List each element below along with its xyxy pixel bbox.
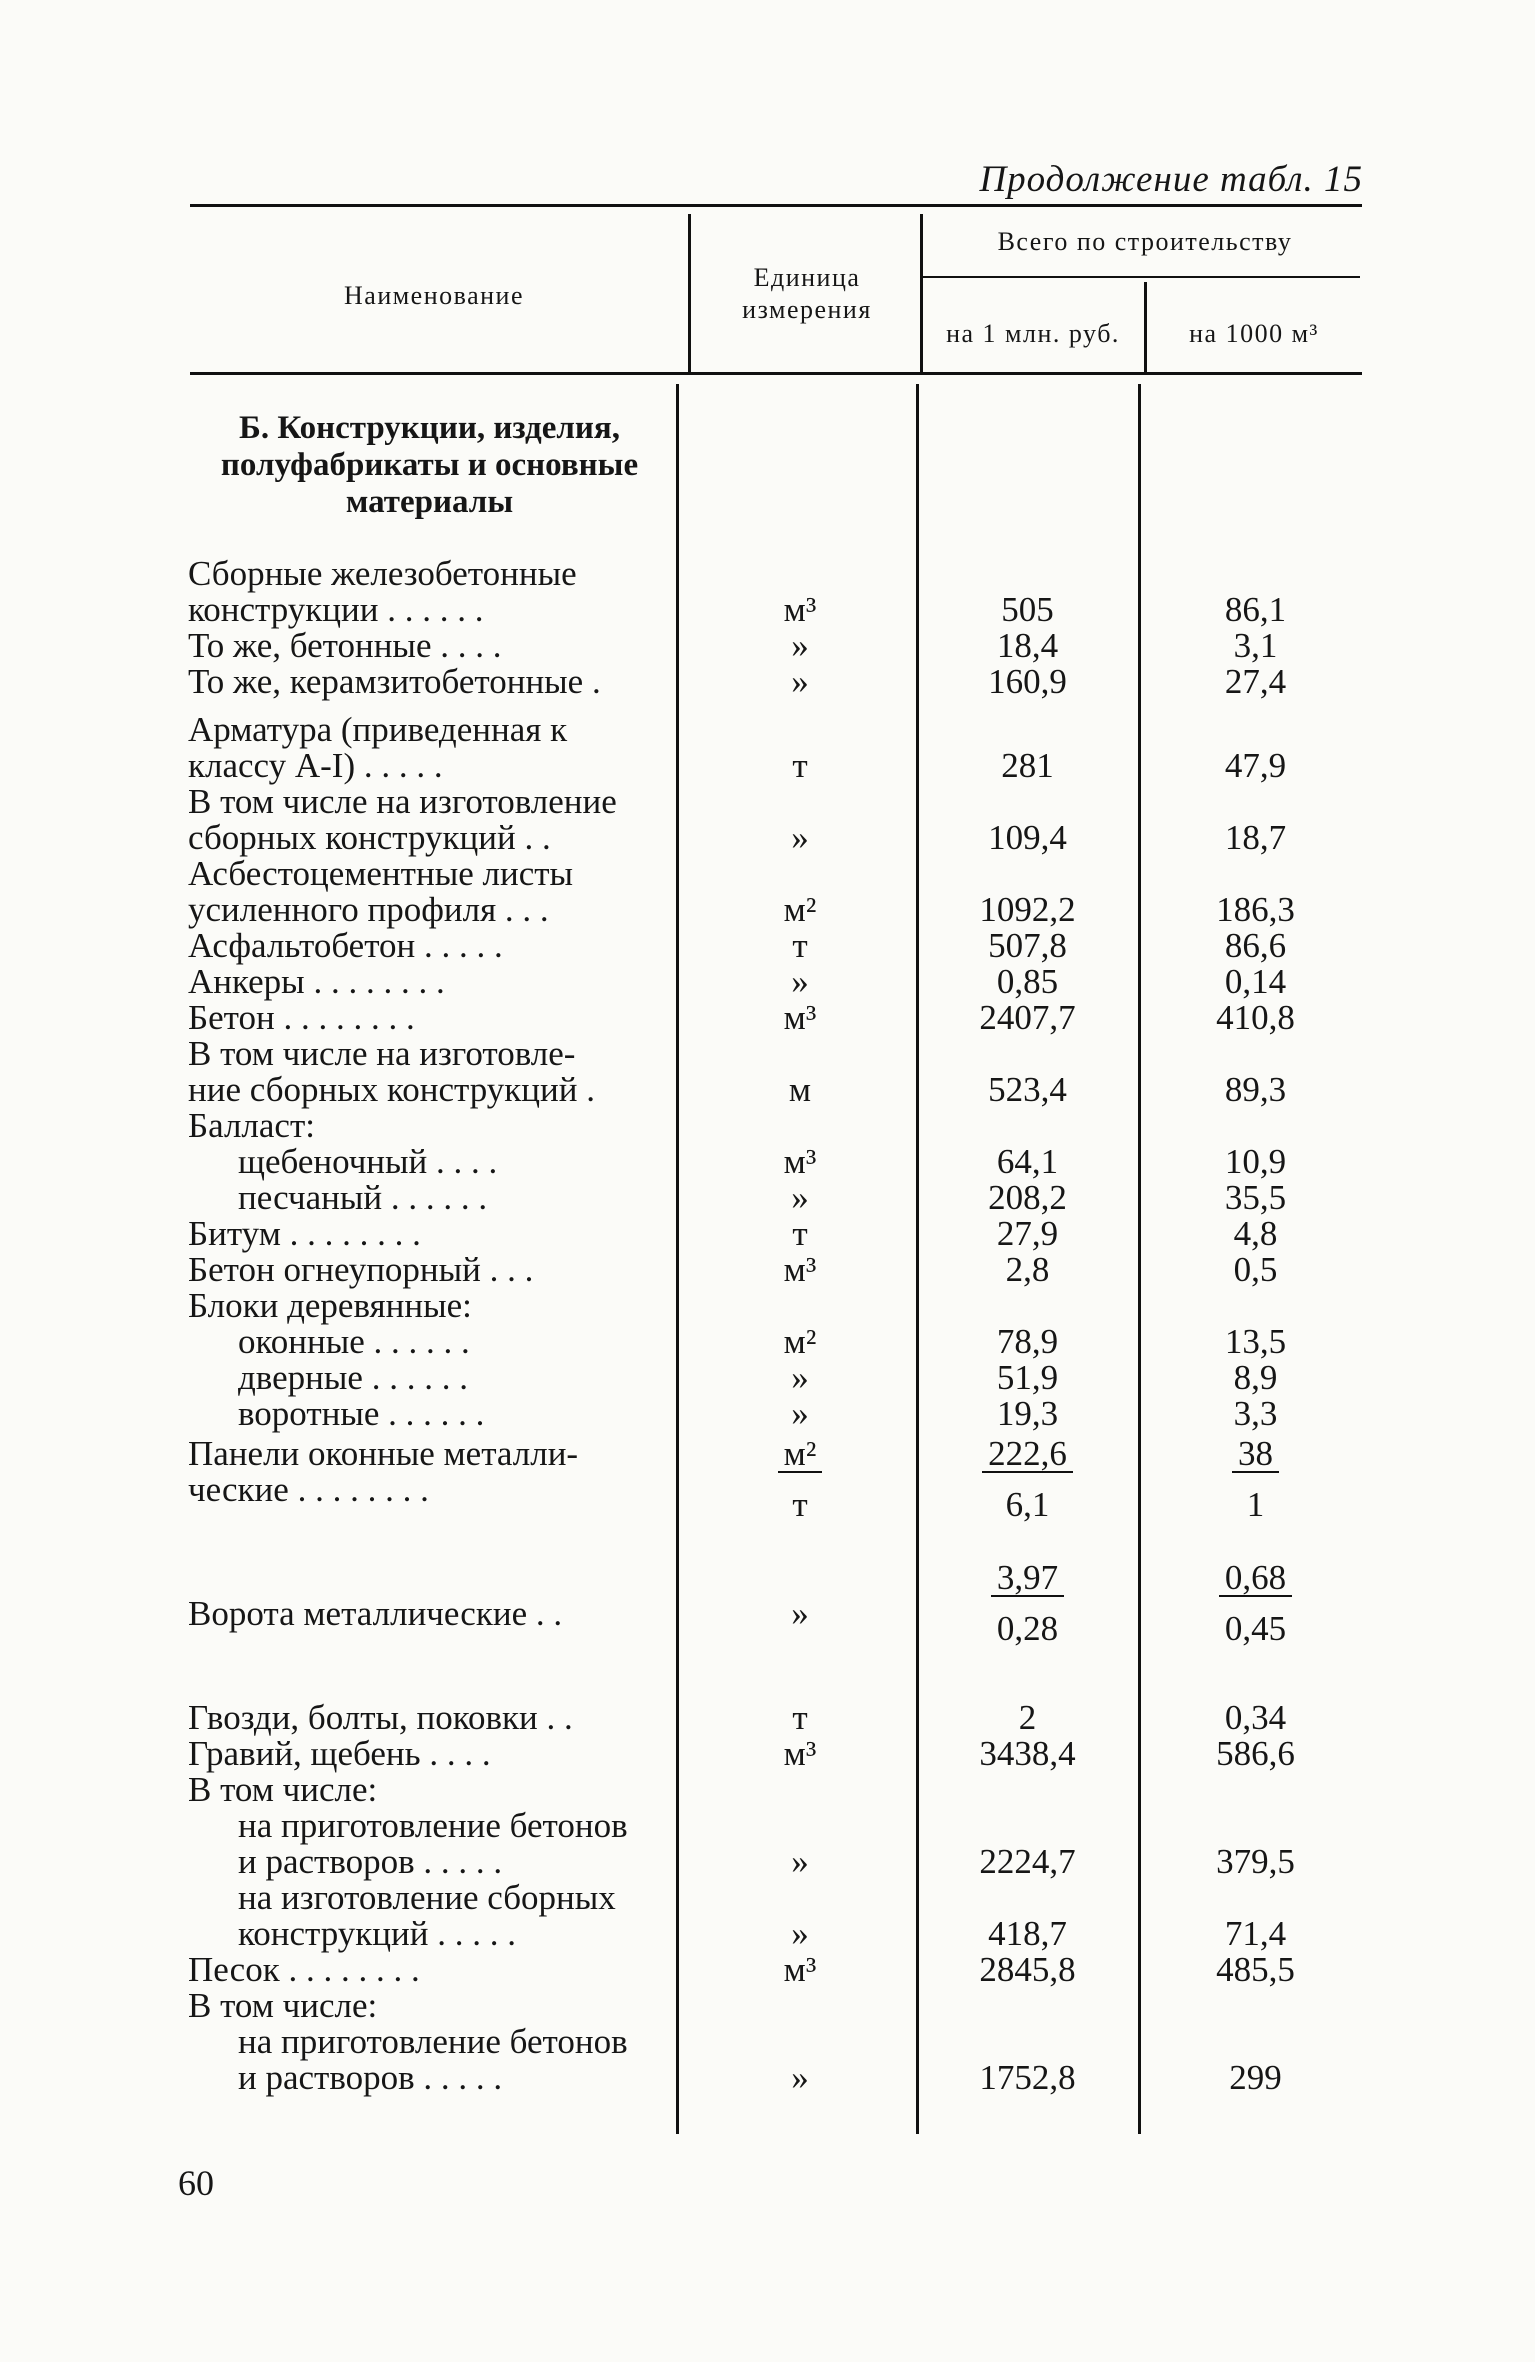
row-name: Гравий, щебень . . . . — [188, 1734, 491, 1773]
row-value-per-1000: 485,5 — [1216, 1950, 1295, 1989]
row-name: Битум . . . . . . . . — [188, 1214, 421, 1253]
row-unit: м² — [783, 1322, 817, 1361]
row-unit: » — [791, 626, 809, 665]
row-name: Панели оконные металли- — [188, 1434, 579, 1473]
table-top-rule — [190, 204, 1362, 207]
row-value-per-1000: 27,4 — [1224, 662, 1287, 701]
header-total: Всего по строительству — [997, 227, 1293, 256]
row-value-per-mln: 505 — [1001, 590, 1054, 629]
row-value-per-1000: 0,34 — [1224, 1698, 1287, 1737]
row-name: То же, бетонные . . . . — [188, 626, 502, 665]
row-name: усиленного профиля . . . — [188, 890, 549, 929]
row-unit: » — [791, 1594, 809, 1633]
row-value-per-1000: 186,3 — [1216, 890, 1295, 929]
row-value-per-mln: 27,9 — [996, 1214, 1059, 1253]
row-unit: т — [792, 746, 808, 785]
row-value-per-1000: 3,1 — [1233, 626, 1278, 665]
row-name: ние сборных конструкций . — [188, 1070, 595, 1109]
row-unit: » — [791, 1178, 809, 1217]
row-unit: м³ — [783, 1142, 817, 1181]
row-value-per-mln: 2,8 — [1005, 1250, 1050, 1289]
body-divider-1 — [676, 384, 679, 2134]
row-value-per-1000: 3,3 — [1233, 1394, 1278, 1433]
row-name: оконные . . . . . . — [238, 1322, 470, 1361]
row-value-per-mln: 0,85 — [996, 962, 1059, 1001]
row-unit: м³ — [783, 998, 817, 1037]
panels-per-1000: $\frac{38}{1}$ — [1148, 1436, 1363, 1522]
row-name: В том числе на изготовле- — [188, 1034, 576, 1073]
row-unit: » — [791, 1842, 809, 1881]
row-name: классу А-I) . . . . . — [188, 746, 443, 785]
row-value-per-mln: 2224,7 — [979, 1842, 1076, 1881]
row-name: Блоки деревянные: — [188, 1286, 472, 1325]
row-name: на изготовление сборных — [238, 1878, 616, 1917]
body-divider-3 — [1138, 384, 1141, 2134]
row-value-per-mln: 2845,8 — [979, 1950, 1076, 1989]
row-unit: м³ — [783, 590, 817, 629]
row-unit: т — [792, 1698, 808, 1737]
row-name: Арматура (приведенная к — [188, 710, 568, 749]
row-value-per-mln: 78,9 — [996, 1322, 1059, 1361]
row-unit: » — [791, 662, 809, 701]
row-value-per-1000: 71,4 — [1224, 1914, 1287, 1953]
row-unit: » — [791, 1394, 809, 1433]
row-unit: » — [791, 2058, 809, 2097]
row-unit: м³ — [783, 1950, 817, 1989]
row-unit: м³ — [783, 1734, 817, 1773]
row-name: воротные . . . . . . — [238, 1394, 485, 1433]
row-name: Песок . . . . . . . . — [188, 1950, 420, 1989]
header-name: Наименование — [344, 281, 524, 310]
section-title: Б. Конструкции, изделия, полуфабрикаты и основные материалы — [220, 410, 639, 520]
row-name: дверные . . . . . . — [238, 1358, 468, 1397]
header-bottom-rule — [190, 372, 1362, 375]
row-value-per-mln: 281 — [1001, 746, 1054, 785]
row-value-per-1000: 35,5 — [1224, 1178, 1287, 1217]
header-per-1000: на 1000 м³ — [1189, 319, 1319, 348]
row-value-per-mln: 2 — [1018, 1698, 1037, 1737]
row-name: сборных конструкций . . — [188, 818, 551, 857]
row-value-per-mln: 64,1 — [996, 1142, 1059, 1181]
row-name: ческие . . . . . . . . — [188, 1470, 429, 1509]
row-unit: м³ — [783, 1250, 817, 1289]
row-unit: м — [788, 1070, 812, 1109]
row-value-per-1000: 86,6 — [1224, 926, 1287, 965]
gates-per-mln: $\frac{3,97}{0,28}$ — [920, 1560, 1135, 1646]
total-subrule — [922, 276, 1360, 278]
header-unit: Единица измерения — [742, 263, 872, 324]
row-value-per-1000: 0,14 — [1224, 962, 1287, 1001]
row-name: Гвозди, болты, поковки . . — [188, 1698, 573, 1737]
row-name: на приготовление бетонов — [238, 2022, 628, 2061]
row-value-per-1000: 13,5 — [1224, 1322, 1287, 1361]
row-value-per-mln: 507,8 — [988, 926, 1067, 965]
header-per-mln: на 1 млн. руб. — [946, 319, 1120, 348]
row-name: В том числе: — [188, 1986, 378, 2025]
column-divider-1 — [688, 214, 691, 372]
row-value-per-1000: 379,5 — [1216, 1842, 1295, 1881]
row-name: Бетон огнеупорный . . . — [188, 1250, 534, 1289]
row-value-per-mln: 19,3 — [996, 1394, 1059, 1433]
row-unit: т — [792, 1214, 808, 1253]
row-value-per-mln: 18,4 — [996, 626, 1059, 665]
row-unit: » — [791, 818, 809, 857]
row-value-per-1000: 0,5 — [1233, 1250, 1278, 1289]
column-divider-3 — [1144, 282, 1147, 372]
row-value-per-1000: 86,1 — [1224, 590, 1287, 629]
row-name: Анкеры . . . . . . . . — [188, 962, 445, 1001]
row-name: конструкции . . . . . . — [188, 590, 484, 629]
row-name: Сборные железобетонные — [188, 554, 577, 593]
row-value-per-mln: 1092,2 — [979, 890, 1076, 929]
row-value-per-1000: 10,9 — [1224, 1142, 1287, 1181]
row-value-per-mln: 3438,4 — [979, 1734, 1076, 1773]
row-name: Асфальтобетон . . . . . — [188, 926, 503, 965]
row-value-per-mln: 2407,7 — [979, 998, 1076, 1037]
row-name: В том числе на изготовление — [188, 782, 617, 821]
row-value-per-mln: 160,9 — [988, 662, 1067, 701]
row-name: на приготовление бетонов — [238, 1806, 628, 1845]
row-value-per-1000: 586,6 — [1216, 1734, 1295, 1773]
row-unit: » — [791, 962, 809, 1001]
row-name: То же, керамзитобетонные . — [188, 662, 601, 701]
row-value-per-mln: 418,7 — [988, 1914, 1067, 1953]
row-value-per-mln: 51,9 — [996, 1358, 1059, 1397]
row-name: Ворота металлические . . — [188, 1594, 563, 1633]
row-value-per-1000: 4,8 — [1233, 1214, 1278, 1253]
body-divider-2 — [916, 384, 919, 2134]
page-number: 60 — [178, 2163, 214, 2203]
row-value-per-mln: 208,2 — [988, 1178, 1067, 1217]
row-name: и растворов . . . . . — [238, 1842, 503, 1881]
row-name: и растворов . . . . . — [238, 2058, 503, 2097]
gates-per-1000: $\frac{0,68}{0,45}$ — [1148, 1560, 1363, 1646]
row-unit: т — [792, 926, 808, 965]
panels-per-mln: $\frac{222,6}{6,1}$ — [920, 1436, 1135, 1522]
row-name: конструкций . . . . . — [238, 1914, 516, 1953]
row-value-per-1000: 47,9 — [1224, 746, 1287, 785]
row-value-per-mln: 1752,8 — [979, 2058, 1076, 2097]
row-name: Бетон . . . . . . . . — [188, 998, 415, 1037]
row-value-per-mln: 109,4 — [988, 818, 1067, 857]
panels-unit: $\frac{\text{м²}}{т}$ — [700, 1436, 900, 1522]
row-value-per-mln: 523,4 — [988, 1070, 1067, 1109]
row-unit: м² — [783, 890, 817, 929]
row-value-per-1000: 410,8 — [1216, 998, 1295, 1037]
row-unit: » — [791, 1358, 809, 1397]
row-name: песчаный . . . . . . — [238, 1178, 488, 1217]
row-name: В том числе: — [188, 1770, 378, 1809]
row-name: щебеночный . . . . — [238, 1142, 498, 1181]
row-value-per-1000: 8,9 — [1233, 1358, 1278, 1397]
row-name: Асбестоцементные листы — [188, 854, 574, 893]
row-value-per-1000: 18,7 — [1224, 818, 1287, 857]
table-caption: Продолжение табл. 15 — [979, 159, 1363, 200]
row-value-per-1000: 299 — [1229, 2058, 1282, 2097]
row-unit: » — [791, 1914, 809, 1953]
row-value-per-1000: 89,3 — [1224, 1070, 1287, 1109]
row-name: Балласт: — [188, 1106, 315, 1145]
